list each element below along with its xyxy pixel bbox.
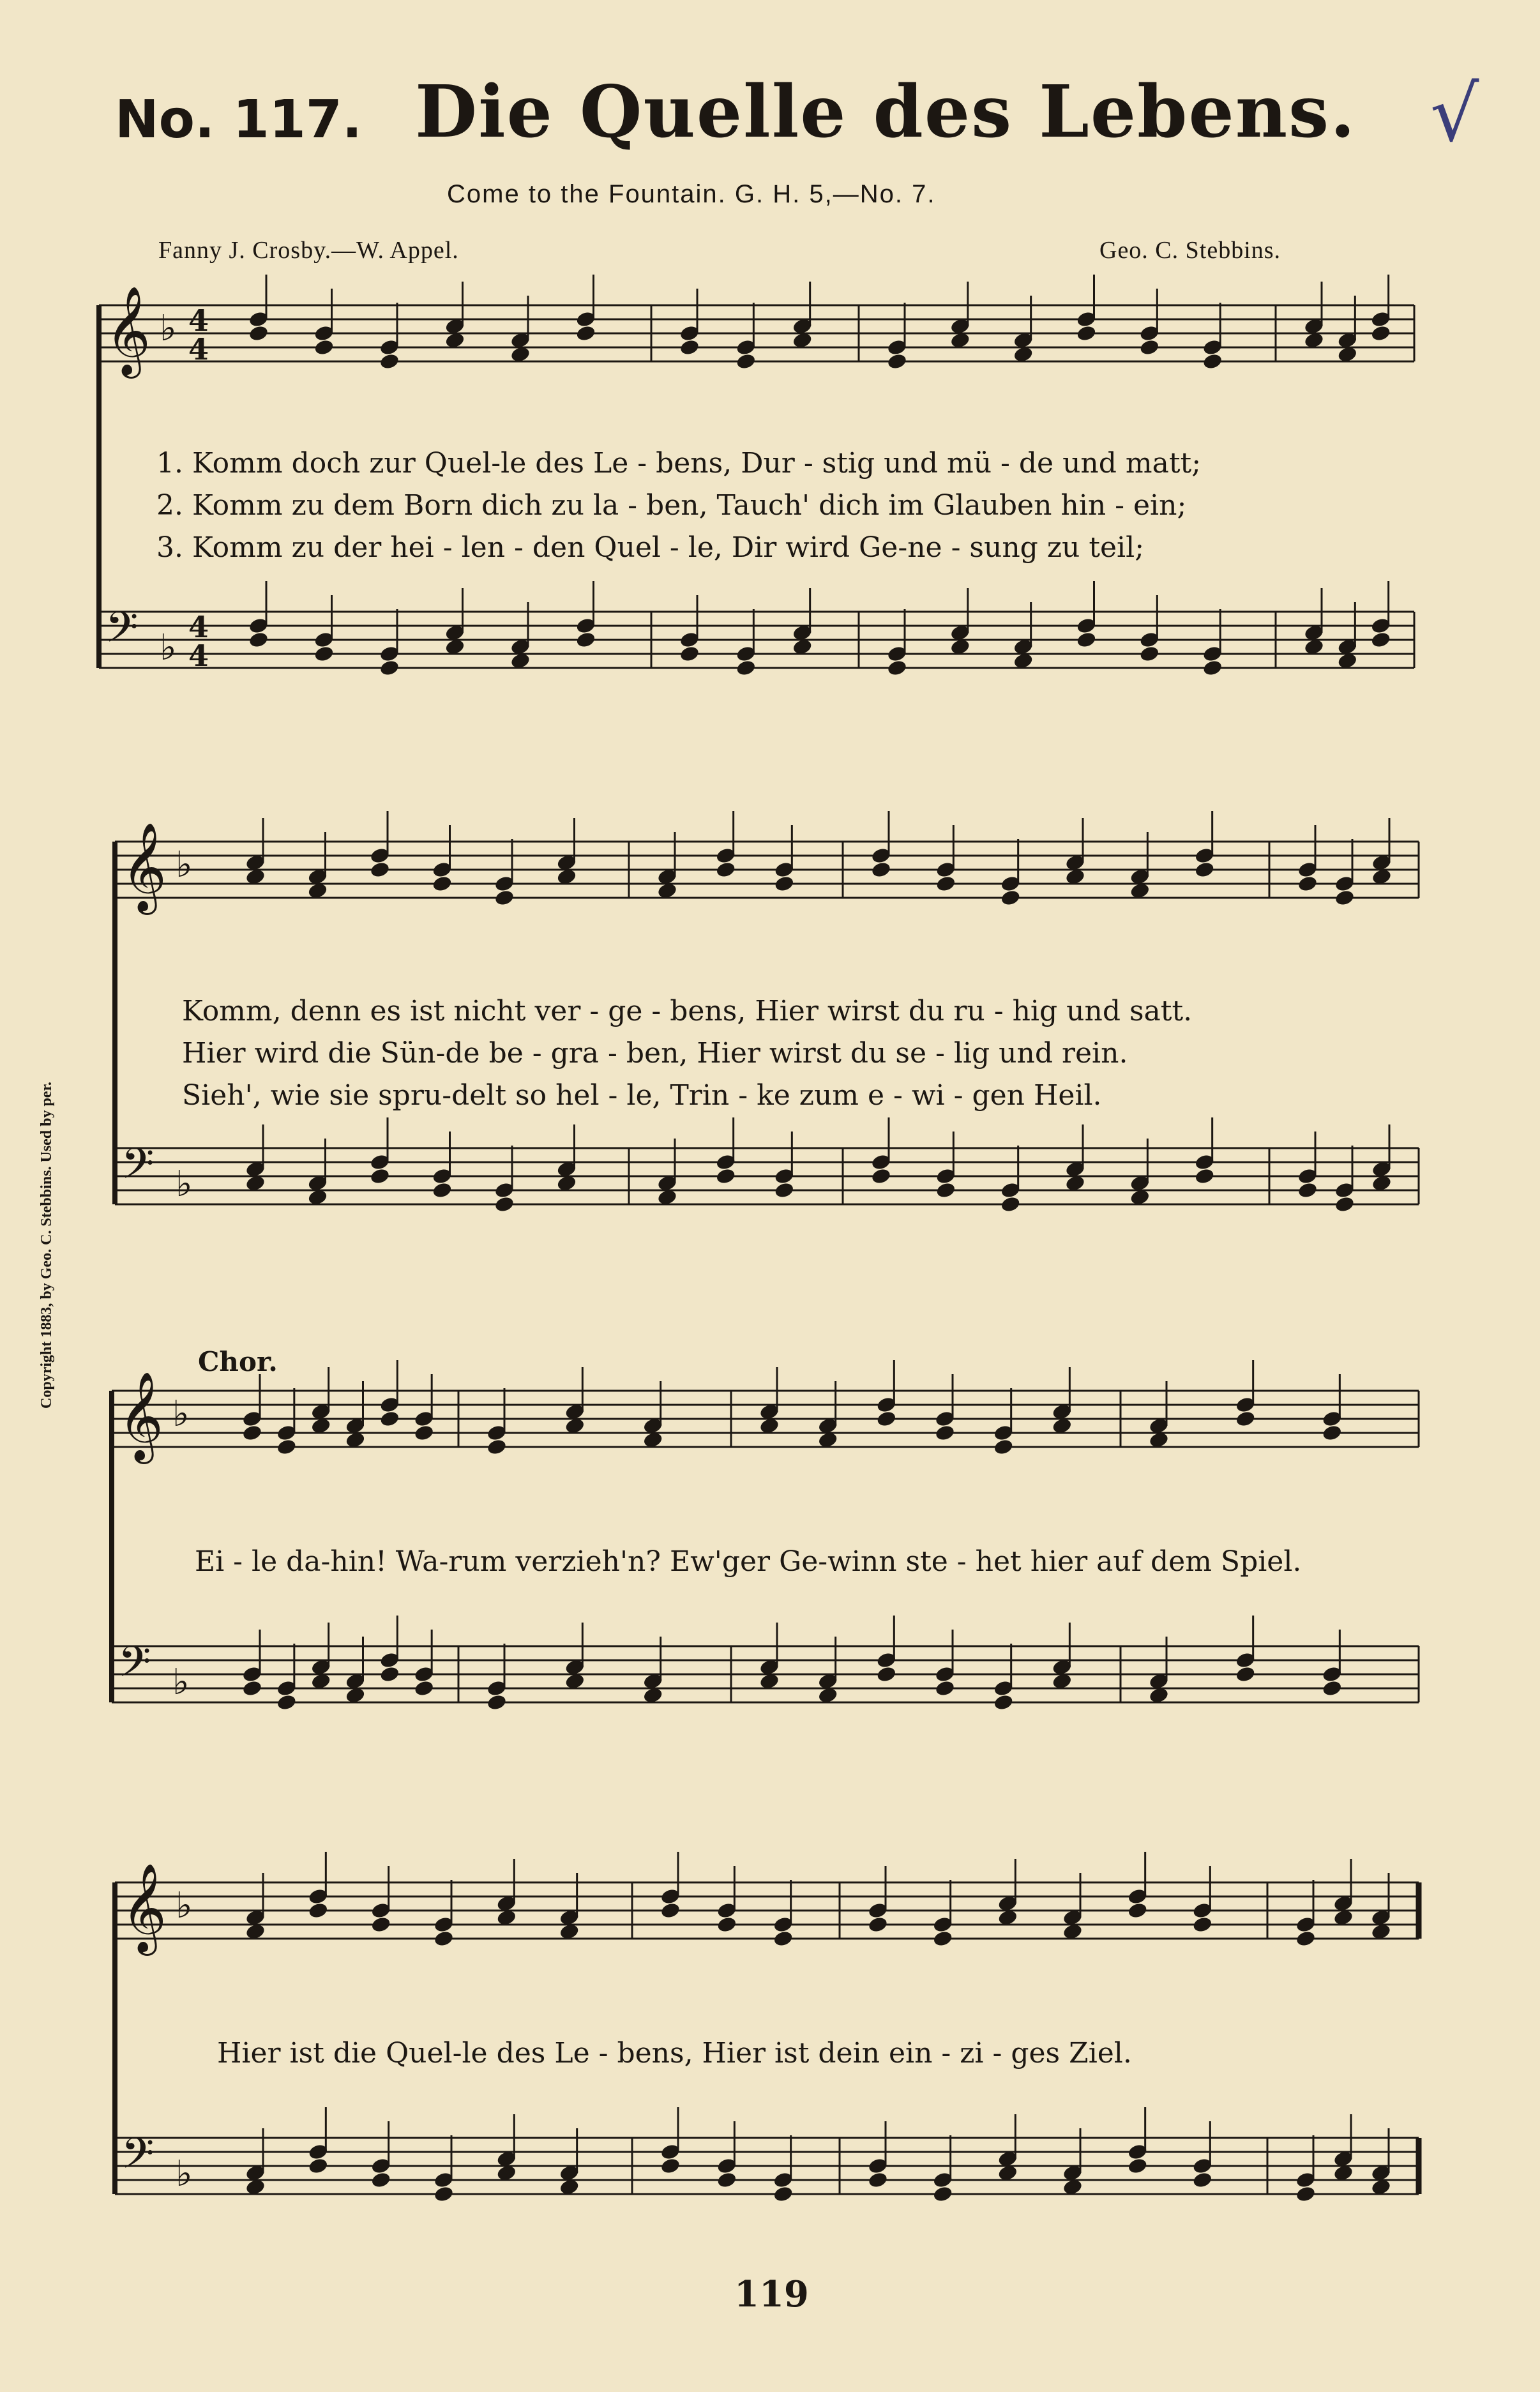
note-head <box>276 1693 297 1711</box>
note-head <box>369 1167 390 1185</box>
note-head <box>433 2185 454 2203</box>
note-head <box>1127 1902 1148 1919</box>
note-head <box>432 875 453 893</box>
lyric-line: 3. Komm zu der hei - len - den Quel - le, Dir wird Ge-ne - sung zu teil; <box>156 531 1145 564</box>
note-head <box>575 631 596 649</box>
chorus-label: Chor. <box>198 1346 278 1377</box>
note-head <box>1202 352 1223 370</box>
note-head <box>486 1438 507 1456</box>
note-head <box>1194 861 1215 879</box>
note-head <box>1000 1195 1021 1213</box>
note-head <box>660 2157 681 2175</box>
treble-clef: 𝄞 <box>121 1863 167 1952</box>
note-head <box>716 1916 737 1934</box>
lyric-line: Sieh', wie sie spru-delt so hel - le, Trin - ke zum e - wi - gen Heil. <box>182 1079 1102 1112</box>
bass-clef: 𝄢 <box>121 1139 155 1199</box>
note-head <box>432 1181 453 1199</box>
note-head <box>248 324 269 342</box>
note-head <box>369 861 390 879</box>
note-head <box>1192 1916 1213 1934</box>
copyright-notice: Copyright 1883, by Geo. C. Stebbins. Used by per. <box>38 1082 55 1409</box>
note-head <box>679 338 700 356</box>
note-head <box>870 861 891 879</box>
note-head <box>308 2157 329 2175</box>
note-head <box>1235 1665 1256 1683</box>
note-head <box>1139 338 1160 356</box>
key-flat: ♭ <box>176 1885 193 1926</box>
composer-credit: Geo. C. Stebbins. <box>1099 237 1281 264</box>
key-flat: ♭ <box>176 844 193 886</box>
time-signature: 4 <box>188 332 209 367</box>
bass-clef: 𝄢 <box>105 603 139 662</box>
treble-clef: 𝄞 <box>118 1372 163 1460</box>
note-head <box>241 1679 262 1697</box>
note-head <box>736 659 757 677</box>
note-head <box>1334 1195 1355 1213</box>
note-head <box>773 1930 794 1948</box>
time-signature: 4 <box>188 639 209 673</box>
note-head <box>486 1693 507 1711</box>
note-head <box>1202 659 1223 677</box>
page-number: 119 <box>734 2273 809 2315</box>
note-head <box>1322 1679 1343 1697</box>
note-head <box>313 645 335 663</box>
note-head <box>308 1902 329 1919</box>
note-head <box>276 1438 297 1456</box>
key-flat: ♭ <box>172 1393 190 1435</box>
note-head <box>379 352 400 370</box>
note-head <box>886 659 907 677</box>
note-head <box>1370 631 1391 649</box>
key-flat: ♭ <box>176 2153 193 2195</box>
note-head <box>370 2171 391 2189</box>
key-flat: ♭ <box>172 1662 190 1703</box>
note-head <box>932 1930 953 1948</box>
note-head <box>935 875 956 893</box>
note-head <box>715 861 736 879</box>
hymn-subtitle: Come to the Fountain. G. H. 5,—No. 7. <box>447 180 936 208</box>
note-head <box>370 1916 391 1934</box>
note-head <box>1370 324 1391 342</box>
note-head <box>867 1916 888 1934</box>
treble-clef: 𝄞 <box>105 286 151 375</box>
lyric-line: Komm, denn es ist nicht ver - ge - bens, Hier wirst du ru - hig und satt. <box>182 995 1193 1027</box>
note-head <box>774 1181 795 1199</box>
note-head <box>414 1424 435 1442</box>
note-head <box>774 875 795 893</box>
note-head <box>1295 1930 1316 1948</box>
note-head <box>379 1410 400 1428</box>
note-head <box>993 1438 1014 1456</box>
note-head <box>934 1679 955 1697</box>
lyric-line: Hier ist die Quel-le des Le - bens, Hier ist dein ein - zi - ges Ziel. <box>217 2037 1132 2070</box>
note-head <box>876 1410 897 1428</box>
note-head <box>1139 645 1160 663</box>
note-head <box>248 631 269 649</box>
key-flat: ♭ <box>160 627 177 669</box>
note-head <box>867 2171 888 2189</box>
note-head <box>494 889 515 907</box>
note-head <box>414 1679 435 1697</box>
note-head <box>870 1167 891 1185</box>
note-head <box>241 1424 262 1442</box>
note-head <box>876 1665 897 1683</box>
note-head <box>1076 324 1097 342</box>
note-head <box>935 1181 956 1199</box>
note-head <box>494 1195 515 1213</box>
note-head <box>1194 1167 1215 1185</box>
note-head <box>1295 2185 1316 2203</box>
note-head <box>1127 2157 1148 2175</box>
note-head <box>379 1665 400 1683</box>
lyric-line: 1. Komm doch zur Quel-le des Le - bens, Dur - stig und mü - de und matt; <box>156 447 1202 480</box>
lyric-line: Hier wird die Sün-de be - gra - ben, Hier wirst du se - lig und rein. <box>182 1037 1128 1070</box>
note-head <box>1334 889 1355 907</box>
bass-clef: 𝄢 <box>118 1637 151 1697</box>
note-head <box>934 1424 955 1442</box>
note-head <box>736 352 757 370</box>
time-signature: 4 <box>188 303 209 338</box>
note-head <box>1192 2171 1213 2189</box>
lyric-line: 2. Komm zu dem Born dich zu la - ben, Tauch' dich im Glauben hin - ein; <box>156 489 1187 522</box>
note-head <box>1000 889 1021 907</box>
hymn-number: No. 117. <box>115 89 362 150</box>
lyric-line: Ei - le da-hin! Wa-rum verzieh'n? Ew'ger Ge-winn ste - het hier auf dem Spiel. <box>195 1545 1302 1578</box>
note-head <box>716 2171 737 2189</box>
note-head <box>1322 1424 1343 1442</box>
note-head <box>433 1930 454 1948</box>
time-signature: 4 <box>188 610 209 644</box>
note-head <box>886 352 907 370</box>
note-head <box>660 1902 681 1919</box>
note-head <box>932 2185 953 2203</box>
note-head <box>1297 875 1318 893</box>
note-head <box>679 645 700 663</box>
note-head <box>575 324 596 342</box>
author-credit: Fanny J. Crosby.—W. Appel. <box>158 237 459 264</box>
treble-clef: 𝄞 <box>121 822 167 911</box>
note-head <box>1076 631 1097 649</box>
note-head <box>1235 1410 1256 1428</box>
check-mark: √ <box>1430 70 1479 159</box>
note-head <box>379 659 400 677</box>
note-head <box>773 2185 794 2203</box>
key-flat: ♭ <box>160 308 177 349</box>
key-flat: ♭ <box>176 1163 193 1205</box>
note-head <box>313 338 335 356</box>
bass-clef: 𝄢 <box>121 2129 155 2188</box>
hymn-title: Die Quelle des Lebens. <box>415 70 1357 154</box>
note-head <box>993 1693 1014 1711</box>
note-head <box>1297 1181 1318 1199</box>
note-head <box>715 1167 736 1185</box>
